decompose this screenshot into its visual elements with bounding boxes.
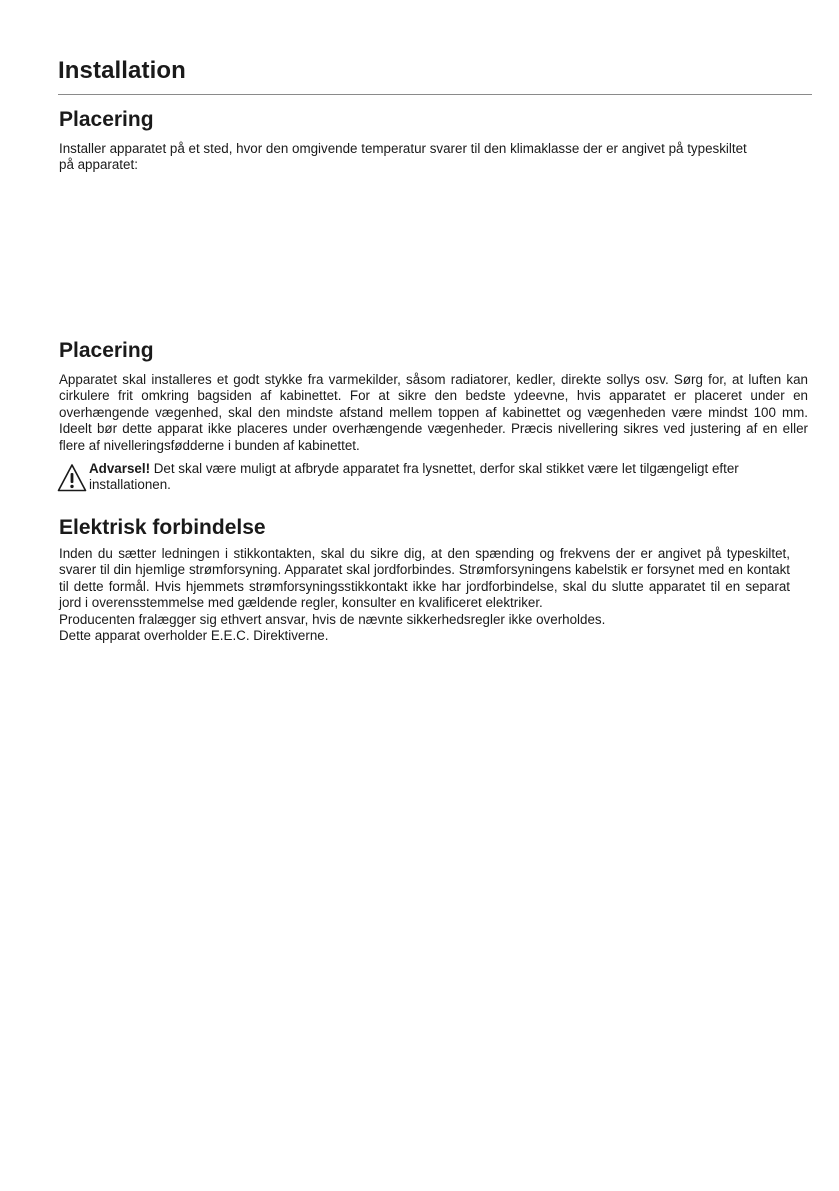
warning-text	[89, 461, 812, 494]
section-heading-placement-2: Placering	[59, 339, 154, 362]
disclaimer-line: Producenten fralægger sig ethvert ansvar, hvis de nævnte sikkerhedsregler ikke overholdes.	[59, 611, 606, 627]
placement-1-paragraph: Installer apparatet på et sted, hvor den omgivende temperatur svarer til den klimaklasse der er angivet på typeskiltet på apparatet:	[59, 141, 747, 173]
warning-notice	[57, 461, 812, 494]
title-divider	[58, 94, 812, 95]
electrical-paragraph: Inden du sætter ledningen i stikkontakten, skal du sikre dig, at den spænding og frekvens der er angivet på typeskiltet, svarer til din hjemlige strømforsyning. Apparatet skal jordforbindes. Strømforsyningens kabelstik er forsynet med en kontakt til dette formål. Hvis hjemmets strømforsyningsstikkontakt ikke har jordforbindelse, skal du slutte apparatet til en separat jord i overensstemmelse med gældende regler, konsulter en kvalificeret elektriker.	[59, 546, 790, 611]
warning-triangle-icon	[57, 463, 87, 493]
section-heading-placement-1: Placering	[59, 108, 154, 131]
placement-2-paragraph: Apparatet skal installeres et godt stykke fra varmekilder, såsom radiatorer, kedler, direkte sollys osv. Sørg for, at luften kan cirkulere frit omkring bagsiden af kabinettet. For at sikre den bedste ydeevne, hvis apparatet er placeret under en overhængende vægenhed, skal den mindste afstand mellem toppen af kabinettet og vægenheden være mindst 100 mm. Ideelt bør dette apparat ikke placeres under overhængende vægenheder. Præcis nivellering sikres ved justering af en eller flere af nivelleringsfødderne i bunden af kabinettet.	[59, 372, 808, 453]
section-heading-electrical: Elektrisk forbindelse	[59, 516, 266, 539]
compliance-line: Dette apparat overholder E.E.C. Direktiverne.	[59, 628, 329, 644]
warning-label: Advarsel!	[89, 461, 151, 476]
warning-message: Det skal være muligt at afbryde apparatet fra lysnettet, derfor skal stikket være let tilgængeligt efter installationen.	[89, 461, 739, 493]
electrical-body	[59, 546, 790, 644]
page-title: Installation	[58, 57, 186, 84]
